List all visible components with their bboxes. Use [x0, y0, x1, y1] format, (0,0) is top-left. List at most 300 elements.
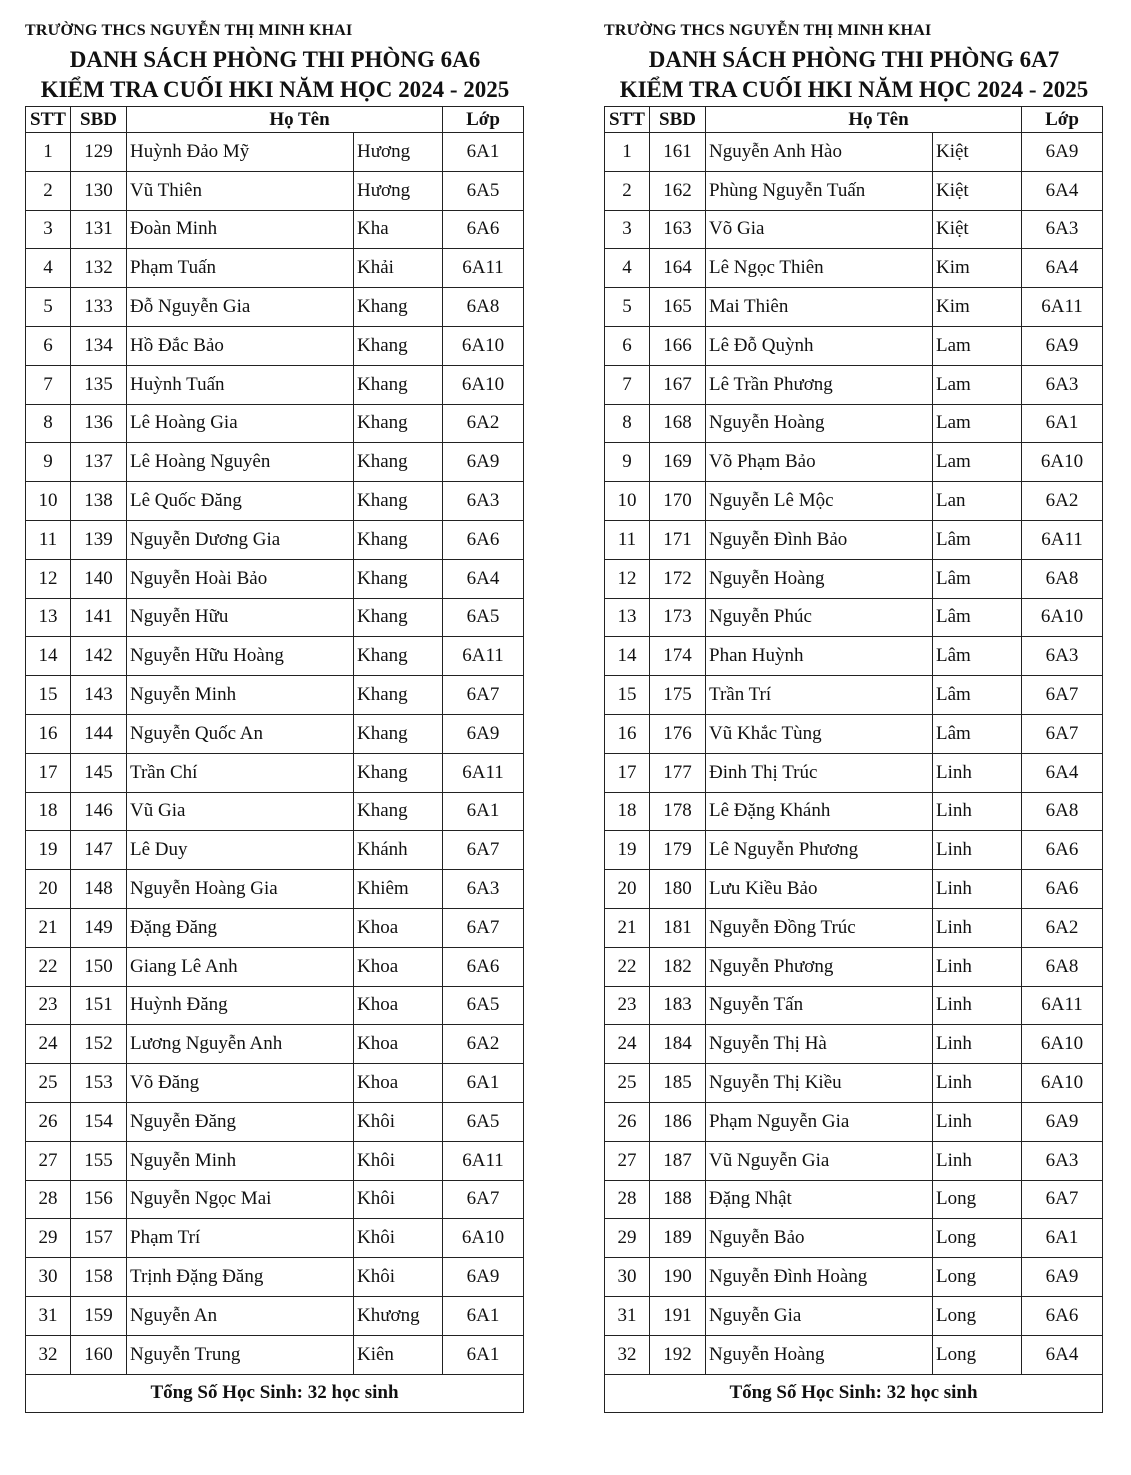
- stt-cell: 14: [605, 637, 650, 676]
- ten-cell: Hương: [354, 133, 443, 172]
- sbd-cell: 187: [650, 1141, 706, 1180]
- ho-lot-cell: Vũ Gia: [127, 792, 354, 831]
- lop-cell: 6A2: [443, 1025, 524, 1064]
- ho-lot-cell: Trần Chí: [127, 753, 354, 792]
- sbd-cell: 174: [650, 637, 706, 676]
- table-row: [605, 792, 1103, 831]
- sbd-cell: 157: [71, 1219, 127, 1258]
- lop-cell: 6A10: [443, 365, 524, 404]
- lop-cell: 6A1: [443, 1335, 524, 1374]
- lop-cell: 6A9: [1022, 326, 1103, 365]
- stt-cell: 1: [26, 133, 71, 172]
- ho-lot-cell: Nguyễn Hữu Hoàng: [127, 637, 354, 676]
- ho-lot-cell: Lê Ngọc Thiên: [706, 249, 933, 288]
- sbd-cell: 142: [71, 637, 127, 676]
- table-row: [26, 947, 524, 986]
- ten-cell: Khang: [354, 598, 443, 637]
- total-students: Tổng Số Học Sinh: 32 học sinh: [605, 1374, 1103, 1412]
- sbd-cell: 146: [71, 792, 127, 831]
- header-hoten: Họ Tên: [706, 107, 1022, 133]
- room-panel-6a7: [604, 18, 1104, 1413]
- ten-cell: Linh: [933, 792, 1022, 831]
- ho-lot-cell: Lê Quốc Đăng: [127, 482, 354, 521]
- ten-cell: Lam: [933, 443, 1022, 482]
- sbd-cell: 156: [71, 1180, 127, 1219]
- ten-cell: Kiệt: [933, 210, 1022, 249]
- table-row: [605, 443, 1103, 482]
- sbd-cell: 145: [71, 753, 127, 792]
- ho-lot-cell: Nguyễn Dương Gia: [127, 520, 354, 559]
- lop-cell: 6A7: [443, 908, 524, 947]
- ho-lot-cell: Trịnh Đặng Đăng: [127, 1258, 354, 1297]
- lop-cell: 6A5: [443, 171, 524, 210]
- sbd-cell: 138: [71, 482, 127, 521]
- stt-cell: 18: [26, 792, 71, 831]
- lop-cell: 6A9: [1022, 1258, 1103, 1297]
- lop-cell: 6A5: [443, 986, 524, 1025]
- sbd-cell: 160: [71, 1335, 127, 1374]
- ho-lot-cell: Phạm Trí: [127, 1219, 354, 1258]
- stt-cell: 12: [605, 559, 650, 598]
- stt-cell: 21: [26, 908, 71, 947]
- header-lop: Lớp: [443, 107, 524, 133]
- ho-lot-cell: Lê Hoàng Gia: [127, 404, 354, 443]
- stt-cell: 1: [605, 133, 650, 172]
- sbd-cell: 144: [71, 714, 127, 753]
- table-header-row: [26, 107, 524, 133]
- ten-cell: Khôi: [354, 1180, 443, 1219]
- lop-cell: 6A1: [443, 133, 524, 172]
- ho-lot-cell: Hồ Đắc Bảo: [127, 326, 354, 365]
- ten-cell: Khoa: [354, 908, 443, 947]
- ho-lot-cell: Mai Thiên: [706, 288, 933, 327]
- table-row: [26, 133, 524, 172]
- ten-cell: Long: [933, 1219, 1022, 1258]
- lop-cell: 6A7: [443, 676, 524, 715]
- ten-cell: Khang: [354, 792, 443, 831]
- table-row: [605, 1180, 1103, 1219]
- table-row: [26, 1180, 524, 1219]
- ten-cell: Long: [933, 1180, 1022, 1219]
- table-row: [26, 1025, 524, 1064]
- stt-cell: 4: [26, 249, 71, 288]
- lop-cell: 6A6: [1022, 870, 1103, 909]
- table-row: [605, 1064, 1103, 1103]
- ho-lot-cell: Nguyễn Hoàng: [706, 559, 933, 598]
- stt-cell: 9: [26, 443, 71, 482]
- ten-cell: Linh: [933, 947, 1022, 986]
- header-hoten: Họ Tên: [127, 107, 443, 133]
- stt-cell: 6: [26, 326, 71, 365]
- table-row: [26, 792, 524, 831]
- ten-cell: Khang: [354, 443, 443, 482]
- sbd-cell: 190: [650, 1258, 706, 1297]
- sbd-cell: 154: [71, 1102, 127, 1141]
- ho-lot-cell: Lê Trần Phương: [706, 365, 933, 404]
- lop-cell: 6A1: [1022, 1219, 1103, 1258]
- stt-cell: 9: [605, 443, 650, 482]
- sbd-cell: 159: [71, 1296, 127, 1335]
- lop-cell: 6A7: [443, 1180, 524, 1219]
- stt-cell: 26: [605, 1102, 650, 1141]
- stt-cell: 24: [26, 1025, 71, 1064]
- sbd-cell: 173: [650, 598, 706, 637]
- ten-cell: Long: [933, 1296, 1022, 1335]
- lop-cell: 6A1: [443, 1296, 524, 1335]
- sbd-cell: 131: [71, 210, 127, 249]
- room-panel-6a6: [25, 18, 525, 1413]
- lop-cell: 6A10: [1022, 1064, 1103, 1103]
- ten-cell: Khôi: [354, 1258, 443, 1297]
- table-row: [26, 1296, 524, 1335]
- table-row: [605, 637, 1103, 676]
- table-row: [605, 947, 1103, 986]
- stt-cell: 32: [605, 1335, 650, 1374]
- sbd-cell: 148: [71, 870, 127, 909]
- list-title: DANH SÁCH PHÒNG THI PHÒNG 6A7: [648, 47, 1060, 72]
- ten-cell: Khang: [354, 637, 443, 676]
- sbd-cell: 189: [650, 1219, 706, 1258]
- ho-lot-cell: Nguyễn Gia: [706, 1296, 933, 1335]
- stt-cell: 3: [26, 210, 71, 249]
- table-row: [605, 404, 1103, 443]
- sbd-cell: 162: [650, 171, 706, 210]
- stt-cell: 2: [26, 171, 71, 210]
- lop-cell: 6A7: [1022, 676, 1103, 715]
- table-row: [26, 482, 524, 521]
- sbd-cell: 191: [650, 1296, 706, 1335]
- lop-cell: 6A11: [1022, 288, 1103, 327]
- student-table: [604, 106, 1103, 1413]
- stt-cell: 7: [605, 365, 650, 404]
- stt-cell: 11: [605, 520, 650, 559]
- sbd-cell: 161: [650, 133, 706, 172]
- table-row: [605, 1102, 1103, 1141]
- lop-cell: 6A3: [443, 482, 524, 521]
- table-row: [605, 1219, 1103, 1258]
- lop-cell: 6A10: [1022, 598, 1103, 637]
- ten-cell: Kiệt: [933, 133, 1022, 172]
- stt-cell: 31: [605, 1296, 650, 1335]
- ho-lot-cell: Võ Gia: [706, 210, 933, 249]
- ho-lot-cell: Đoàn Minh: [127, 210, 354, 249]
- lop-cell: 6A2: [1022, 908, 1103, 947]
- ten-cell: Lan: [933, 482, 1022, 521]
- sbd-cell: 167: [650, 365, 706, 404]
- table-row: [26, 210, 524, 249]
- header-stt: STT: [26, 107, 71, 133]
- ten-cell: Khang: [354, 520, 443, 559]
- total-row: [26, 1374, 524, 1412]
- sbd-cell: 184: [650, 1025, 706, 1064]
- stt-cell: 7: [26, 365, 71, 404]
- stt-cell: 3: [605, 210, 650, 249]
- table-row: [26, 831, 524, 870]
- sbd-cell: 140: [71, 559, 127, 598]
- sbd-cell: 171: [650, 520, 706, 559]
- ho-lot-cell: Nguyễn Tấn: [706, 986, 933, 1025]
- lop-cell: 6A6: [443, 947, 524, 986]
- stt-cell: 18: [605, 792, 650, 831]
- ten-cell: Khôi: [354, 1219, 443, 1258]
- sbd-cell: 136: [71, 404, 127, 443]
- sbd-cell: 139: [71, 520, 127, 559]
- ho-lot-cell: Nguyễn Đồng Trúc: [706, 908, 933, 947]
- ten-cell: Khang: [354, 365, 443, 404]
- ho-lot-cell: Nguyễn Phúc: [706, 598, 933, 637]
- table-row: [605, 986, 1103, 1025]
- table-row: [605, 1141, 1103, 1180]
- stt-cell: 28: [605, 1180, 650, 1219]
- sbd-cell: 164: [650, 249, 706, 288]
- student-table: [25, 106, 524, 1413]
- table-row: [26, 908, 524, 947]
- stt-cell: 31: [26, 1296, 71, 1335]
- stt-cell: 15: [26, 676, 71, 715]
- ho-lot-cell: Nguyễn Minh: [127, 1141, 354, 1180]
- stt-cell: 20: [26, 870, 71, 909]
- ho-lot-cell: Nguyễn Hoài Bảo: [127, 559, 354, 598]
- sbd-cell: 176: [650, 714, 706, 753]
- stt-cell: 23: [26, 986, 71, 1025]
- ten-cell: Linh: [933, 831, 1022, 870]
- sbd-cell: 170: [650, 482, 706, 521]
- stt-cell: 28: [26, 1180, 71, 1219]
- ten-cell: Lâm: [933, 559, 1022, 598]
- ho-lot-cell: Võ Đăng: [127, 1064, 354, 1103]
- ten-cell: Khánh: [354, 831, 443, 870]
- lop-cell: 6A11: [1022, 986, 1103, 1025]
- lop-cell: 6A11: [443, 249, 524, 288]
- stt-cell: 15: [605, 676, 650, 715]
- lop-cell: 6A9: [443, 1258, 524, 1297]
- ho-lot-cell: Lê Đặng Khánh: [706, 792, 933, 831]
- sbd-cell: 178: [650, 792, 706, 831]
- ho-lot-cell: Huỳnh Tuấn: [127, 365, 354, 404]
- ho-lot-cell: Giang Lê Anh: [127, 947, 354, 986]
- ten-cell: Lâm: [933, 520, 1022, 559]
- stt-cell: 17: [605, 753, 650, 792]
- ho-lot-cell: Lương Nguyễn Anh: [127, 1025, 354, 1064]
- ten-cell: Kiên: [354, 1335, 443, 1374]
- stt-cell: 30: [26, 1258, 71, 1297]
- ho-lot-cell: Nguyễn Hoàng: [706, 404, 933, 443]
- ho-lot-cell: Nguyễn Thị Hà: [706, 1025, 933, 1064]
- ho-lot-cell: Phạm Tuấn: [127, 249, 354, 288]
- ten-cell: Kim: [933, 249, 1022, 288]
- lop-cell: 6A8: [1022, 559, 1103, 598]
- table-row: [605, 714, 1103, 753]
- table-row: [26, 520, 524, 559]
- table-row: [26, 559, 524, 598]
- ho-lot-cell: Phạm Nguyễn Gia: [706, 1102, 933, 1141]
- ten-cell: Linh: [933, 908, 1022, 947]
- ho-lot-cell: Vũ Khắc Tùng: [706, 714, 933, 753]
- lop-cell: 6A3: [1022, 365, 1103, 404]
- table-row: [605, 908, 1103, 947]
- stt-cell: 10: [26, 482, 71, 521]
- lop-cell: 6A11: [443, 1141, 524, 1180]
- lop-cell: 6A10: [443, 1219, 524, 1258]
- table-header-row: [605, 107, 1103, 133]
- table-row: [26, 365, 524, 404]
- sbd-cell: 133: [71, 288, 127, 327]
- lop-cell: 6A4: [1022, 1335, 1103, 1374]
- table-row: [26, 404, 524, 443]
- ten-cell: Khang: [354, 559, 443, 598]
- school-name: TRƯỜNG THCS NGUYỄN THỊ MINH KHAI: [25, 22, 353, 39]
- table-row: [605, 210, 1103, 249]
- stt-cell: 8: [605, 404, 650, 443]
- sbd-cell: 172: [650, 559, 706, 598]
- sbd-cell: 129: [71, 133, 127, 172]
- sbd-cell: 179: [650, 831, 706, 870]
- exam-subtitle: KIỂM TRA CUỐI HKI NĂM HỌC 2024 - 2025: [40, 77, 510, 102]
- sbd-cell: 132: [71, 249, 127, 288]
- lop-cell: 6A9: [1022, 1102, 1103, 1141]
- lop-cell: 6A7: [1022, 714, 1103, 753]
- table-row: [605, 1335, 1103, 1374]
- lop-cell: 6A8: [1022, 792, 1103, 831]
- stt-cell: 8: [26, 404, 71, 443]
- sbd-cell: 166: [650, 326, 706, 365]
- ho-lot-cell: Nguyễn Đăng: [127, 1102, 354, 1141]
- total-row: [605, 1374, 1103, 1412]
- table-row: [26, 443, 524, 482]
- lop-cell: 6A2: [443, 404, 524, 443]
- lop-cell: 6A1: [443, 1064, 524, 1103]
- lop-cell: 6A6: [443, 520, 524, 559]
- sbd-cell: 180: [650, 870, 706, 909]
- ten-cell: Khoa: [354, 1064, 443, 1103]
- ten-cell: Khang: [354, 482, 443, 521]
- sbd-cell: 182: [650, 947, 706, 986]
- ho-lot-cell: Huỳnh Đảo Mỹ: [127, 133, 354, 172]
- stt-cell: 16: [26, 714, 71, 753]
- sbd-cell: 149: [71, 908, 127, 947]
- ho-lot-cell: Nguyễn Hoàng: [706, 1335, 933, 1374]
- table-row: [605, 1296, 1103, 1335]
- stt-cell: 22: [26, 947, 71, 986]
- ten-cell: Khang: [354, 326, 443, 365]
- sbd-cell: 134: [71, 326, 127, 365]
- ten-cell: Kiệt: [933, 171, 1022, 210]
- ten-cell: Linh: [933, 1064, 1022, 1103]
- sbd-cell: 147: [71, 831, 127, 870]
- ten-cell: Khoa: [354, 986, 443, 1025]
- sbd-cell: 141: [71, 598, 127, 637]
- sbd-cell: 153: [71, 1064, 127, 1103]
- sbd-cell: 188: [650, 1180, 706, 1219]
- ten-cell: Khôi: [354, 1141, 443, 1180]
- ten-cell: Khang: [354, 753, 443, 792]
- table-row: [605, 1258, 1103, 1297]
- table-row: [605, 870, 1103, 909]
- lop-cell: 6A3: [443, 870, 524, 909]
- table-row: [26, 1141, 524, 1180]
- sbd-cell: 155: [71, 1141, 127, 1180]
- sbd-cell: 163: [650, 210, 706, 249]
- lop-cell: 6A3: [1022, 637, 1103, 676]
- sbd-cell: 168: [650, 404, 706, 443]
- table-row: [605, 753, 1103, 792]
- stt-cell: 6: [605, 326, 650, 365]
- total-students: Tổng Số Học Sinh: 32 học sinh: [26, 1374, 524, 1412]
- ten-cell: Lâm: [933, 598, 1022, 637]
- ten-cell: Hương: [354, 171, 443, 210]
- stt-cell: 25: [605, 1064, 650, 1103]
- table-row: [605, 326, 1103, 365]
- ten-cell: Lâm: [933, 676, 1022, 715]
- stt-cell: 23: [605, 986, 650, 1025]
- ten-cell: Khôi: [354, 1102, 443, 1141]
- table-row: [605, 831, 1103, 870]
- lop-cell: 6A6: [1022, 831, 1103, 870]
- lop-cell: 6A8: [1022, 947, 1103, 986]
- table-row: [26, 249, 524, 288]
- ten-cell: Khương: [354, 1296, 443, 1335]
- stt-cell: 29: [26, 1219, 71, 1258]
- table-row: [26, 753, 524, 792]
- table-row: [605, 520, 1103, 559]
- sbd-cell: 130: [71, 171, 127, 210]
- ten-cell: Lam: [933, 404, 1022, 443]
- table-row: [605, 365, 1103, 404]
- sbd-cell: 177: [650, 753, 706, 792]
- table-row: [605, 482, 1103, 521]
- sbd-cell: 185: [650, 1064, 706, 1103]
- ho-lot-cell: Nguyễn Minh: [127, 676, 354, 715]
- table-row: [26, 986, 524, 1025]
- ho-lot-cell: Nguyễn Trung: [127, 1335, 354, 1374]
- stt-cell: 17: [26, 753, 71, 792]
- lop-cell: 6A1: [443, 792, 524, 831]
- table-row: [26, 288, 524, 327]
- lop-cell: 6A5: [443, 598, 524, 637]
- ho-lot-cell: Trần Trí: [706, 676, 933, 715]
- stt-cell: 26: [26, 1102, 71, 1141]
- ho-lot-cell: Nguyễn An: [127, 1296, 354, 1335]
- sbd-cell: 151: [71, 986, 127, 1025]
- table-row: [26, 676, 524, 715]
- ten-cell: Khải: [354, 249, 443, 288]
- ten-cell: Linh: [933, 870, 1022, 909]
- ho-lot-cell: Huỳnh Đăng: [127, 986, 354, 1025]
- stt-cell: 19: [605, 831, 650, 870]
- stt-cell: 29: [605, 1219, 650, 1258]
- ho-lot-cell: Lê Duy: [127, 831, 354, 870]
- stt-cell: 32: [26, 1335, 71, 1374]
- stt-cell: 16: [605, 714, 650, 753]
- list-title: DANH SÁCH PHÒNG THI PHÒNG 6A6: [69, 47, 481, 72]
- header-sbd: SBD: [71, 107, 127, 133]
- ho-lot-cell: Nguyễn Quốc An: [127, 714, 354, 753]
- ho-lot-cell: Nguyễn Hữu: [127, 598, 354, 637]
- ho-lot-cell: Nguyễn Thị Kiều: [706, 1064, 933, 1103]
- table-row: [26, 714, 524, 753]
- stt-cell: 21: [605, 908, 650, 947]
- ho-lot-cell: Phan Huỳnh: [706, 637, 933, 676]
- lop-cell: 6A1: [1022, 404, 1103, 443]
- lop-cell: 6A9: [1022, 133, 1103, 172]
- lop-cell: 6A7: [443, 831, 524, 870]
- sbd-cell: 158: [71, 1258, 127, 1297]
- lop-cell: 6A9: [443, 443, 524, 482]
- ten-cell: Linh: [933, 1102, 1022, 1141]
- table-row: [605, 559, 1103, 598]
- sbd-cell: 137: [71, 443, 127, 482]
- table-row: [26, 637, 524, 676]
